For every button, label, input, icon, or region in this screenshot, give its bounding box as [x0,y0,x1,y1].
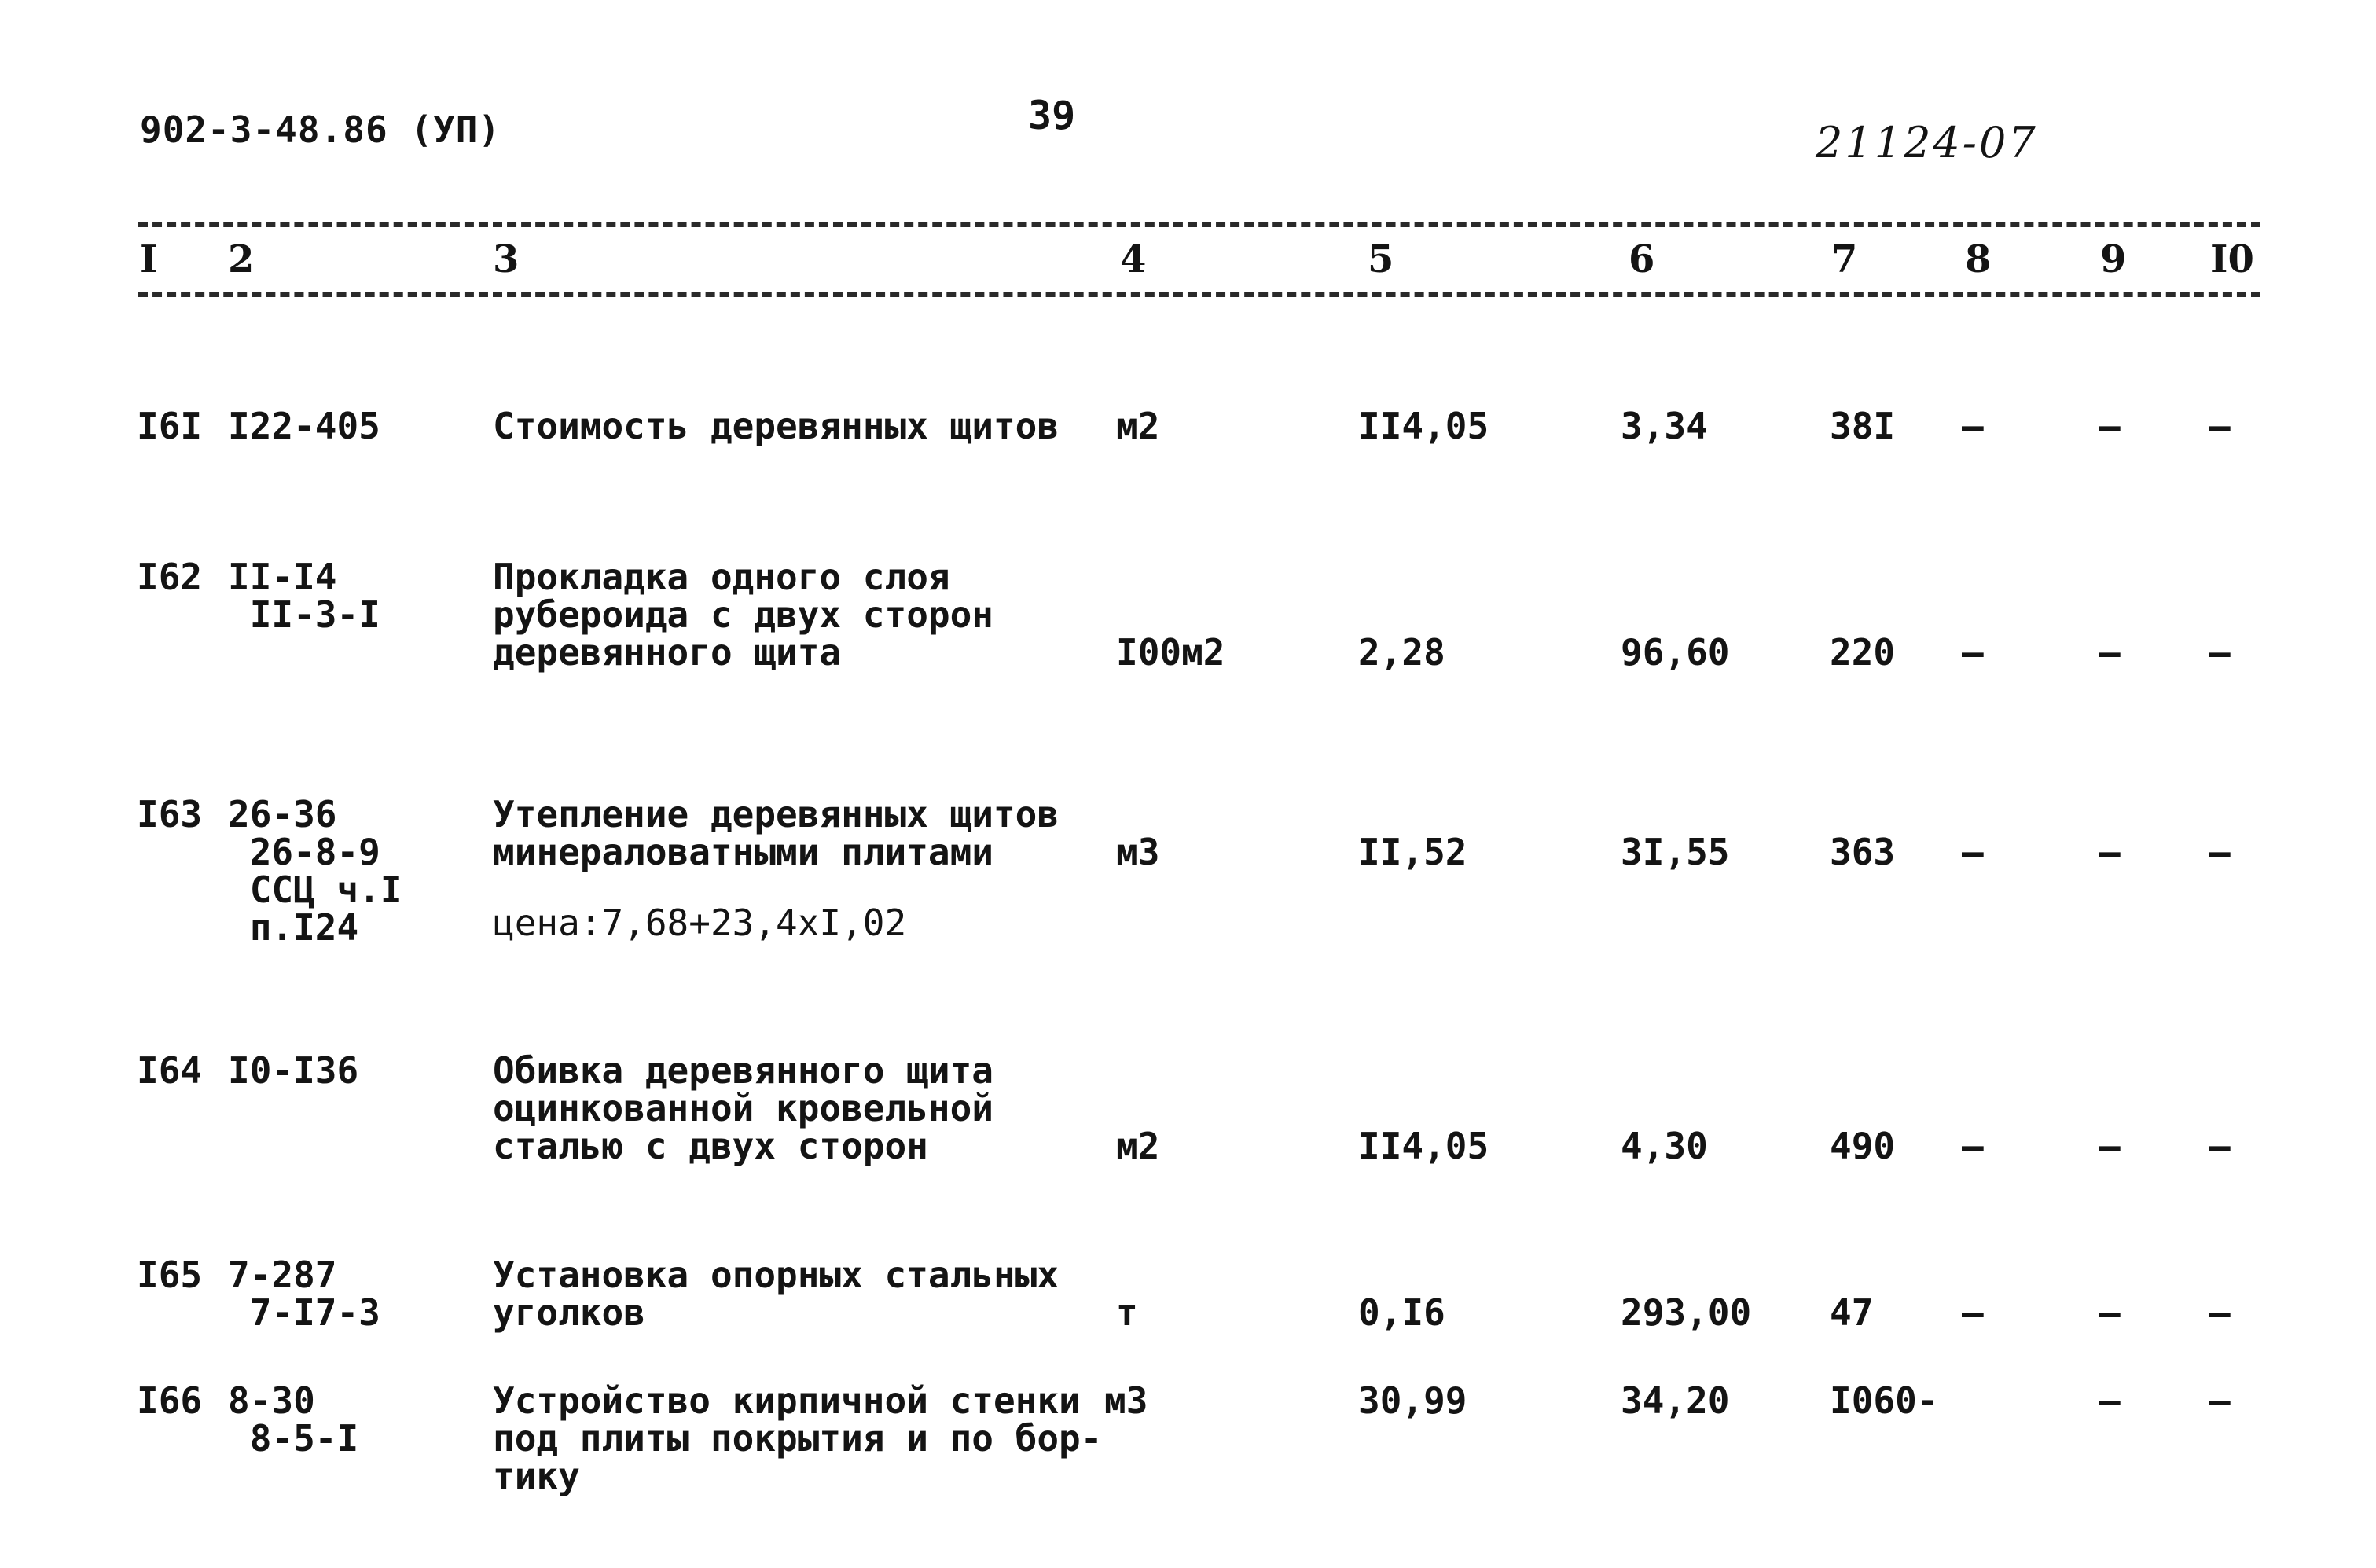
handwritten-reference: 21124-07 [1816,118,2038,167]
column-header: 7 [1831,237,1858,281]
column-header: 3 [493,237,520,281]
total-cost: I060- [1830,1379,1939,1422]
work-description: Утепление деревянных щитов минераловатными плитами [493,793,1059,873]
work-description: Установка опорных стальных уголков [493,1254,1059,1334]
column-8-value: – [1962,831,1984,873]
quantity: II4,05 [1358,1125,1489,1167]
unit-price: 3I,55 [1621,831,1730,873]
column-header: 5 [1368,237,1394,281]
unit: м2 [1116,405,1160,447]
work-description: Стоимость деревянных щитов [493,405,1059,447]
norm-code: 8-30 8-5-I [228,1379,359,1460]
unit: м3 [1104,1379,1148,1422]
unit: м3 [1116,831,1160,873]
work-description: Обивка деревянного щита оцинкованной кровельной сталью с двух сторон [493,1049,993,1167]
column-header: 4 [1120,237,1147,281]
row-number: I6I [137,405,203,447]
column-8-value: – [1962,1291,1984,1334]
column-10-value: – [2209,631,2231,674]
unit: т [1116,1291,1138,1334]
column-9-value: – [2099,831,2121,873]
row-number: I62 [137,556,203,598]
column-9-value: – [2099,1291,2121,1334]
total-cost: 490 [1830,1125,1896,1167]
quantity: 2,28 [1358,631,1445,674]
page-number: 39 [1028,93,1076,138]
quantity: 0,I6 [1358,1291,1445,1334]
unit: I00м2 [1116,631,1225,674]
column-8-value: – [1962,1125,1984,1167]
total-cost: 363 [1830,831,1896,873]
row-number: I64 [137,1049,203,1092]
quantity: II4,05 [1358,405,1489,447]
row-number: I65 [137,1254,203,1296]
total-cost: 220 [1830,631,1896,674]
column-header: I0 [2210,237,2254,281]
column-header: 9 [2100,237,2127,281]
document-code: 902-3-48.86 (УП) [140,108,501,151]
quantity: II,52 [1358,831,1467,873]
column-header: 2 [228,237,255,281]
header-divider-top [138,222,2260,227]
column-10-value: – [2209,1125,2231,1167]
column-10-value: – [2209,1291,2231,1334]
total-cost: 47 [1830,1291,1874,1334]
norm-code: 26-36 26-8-9 ССЦ ч.I п.I24 [228,793,402,949]
column-header: 8 [1965,237,1992,281]
unit-price: 34,20 [1621,1379,1730,1422]
unit-price: 96,60 [1621,631,1730,674]
price-calculation-note: цена:7,68+23,4хI,02 [493,902,907,944]
norm-code: I22-405 [228,405,380,447]
unit-price: 293,00 [1621,1291,1752,1334]
work-description: Прокладка одного слоя рубероида с двух сторон деревянного щита [493,556,993,674]
column-10-value: – [2209,1379,2231,1422]
quantity: 30,99 [1358,1379,1467,1422]
row-number: I63 [137,793,203,835]
unit-price: 4,30 [1621,1125,1708,1167]
column-8-value: – [1962,405,1984,447]
column-8-value: – [1962,631,1984,674]
unit: м2 [1116,1125,1160,1167]
column-9-value: – [2099,1379,2121,1422]
norm-code: I0-I36 [228,1049,359,1092]
column-10-value: – [2209,831,2231,873]
unit-price: 3,34 [1621,405,1708,447]
column-9-value: – [2099,631,2121,674]
norm-code: 7-287 7-I7-3 [228,1254,380,1334]
column-10-value: – [2209,405,2231,447]
header-divider-bottom [138,292,2260,297]
norm-code: II-I4 II-3-I [228,556,380,636]
column-header: I [140,237,158,281]
total-cost: 38I [1830,405,1896,447]
row-number: I66 [137,1379,203,1422]
column-header: 6 [1629,237,1655,281]
column-9-value: – [2099,405,2121,447]
work-description: Устройство кирпичной стенки под плиты покрытия и по бор- тику [493,1379,1103,1497]
column-9-value: – [2099,1125,2121,1167]
